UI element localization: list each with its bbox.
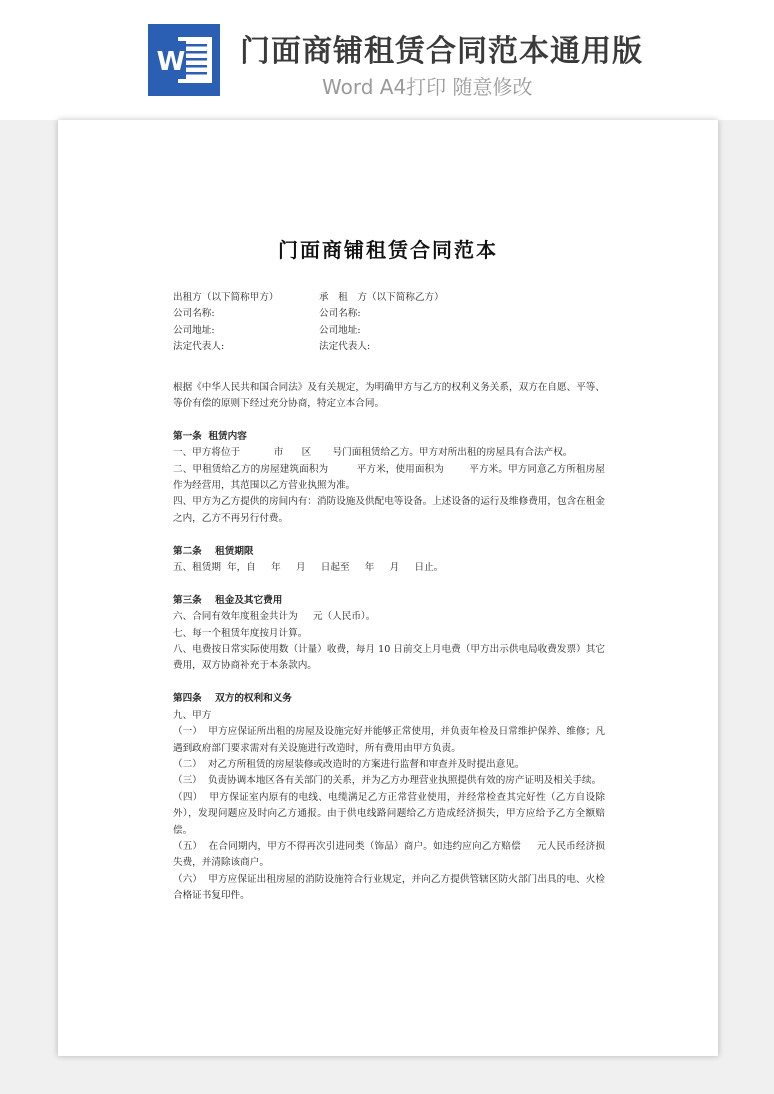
article1-heading: 第一条 租赁内容 [173, 430, 247, 442]
article3-heading: 第三条 租金及其它费用 [173, 594, 283, 606]
article4-item: （一） 甲方应保证所出租的房屋及设施完好并能够正常使用，并负责年检及日常维护保养、维修；凡遇到政府部门要求需对有关设施进行改造时，所有费用由甲方负责。 [173, 726, 605, 754]
article2-p1: 五、租赁期 年，自 年 月 日起至 年 月 日止。 [173, 562, 444, 574]
banner-subtitle: Word A4打印 随意修改 [322, 75, 533, 99]
document-title: 门面商铺租赁合同范本 [278, 238, 498, 262]
rep-a: 法定代表人: [173, 341, 225, 353]
article4-item: （四） 甲方保证室内原有的电线、电缆满足乙方正常营业使用，并经常检查其完好性（乙方自设除外），发现问题应及时向乙方通报。由于供电线路问题给乙方造成经济损失，甲方应给予乙方全额赔偿。 [173, 791, 605, 836]
article2-heading: 第二条 租赁期限 [173, 545, 254, 557]
article1-p2: 二、甲租赁给乙方的房屋建筑面积为 平方米，使用面积为 平方米。甲方同意乙方所租房屋作为经营用，其范围以乙方营业执照为准。 [173, 463, 605, 492]
article4-p0: 九、甲方 [173, 709, 212, 721]
preamble: 根据《中华人民共和国合同法》及有关规定，为明确甲方与乙方的权利义务关系，双方在自愿、平等、等价有偿的原则下经过充分协商，特定立本合同。 [173, 381, 605, 410]
article1-p1: 一、甲方将位于 市 区 号门面租赁给乙方。甲方对所出租的房屋具有合法产权。 [173, 447, 573, 459]
article4-item: （三） 负责协调本地区各有关部门的关系，并为乙方办理营业执照提供有效的房产证明及相关手续。 [173, 775, 602, 787]
word-icon [148, 24, 220, 96]
article4-item: （五） 在合同期内，甲方不得再次引进同类（饰品）商户。如违约应向乙方赔偿 元人民币经济损失费，并清除该商户。 [173, 840, 605, 869]
company-name-a: 公司名称: [173, 308, 215, 320]
article4-item: （二） 对乙方所租赁的房屋装修或改造时的方案进行监督和审查并及时提出意见。 [173, 758, 525, 770]
parties-block [173, 290, 605, 356]
landlord-label: 出租方（以下简称甲方） [173, 292, 279, 303]
document-page [58, 120, 718, 1056]
banner-title: 门面商铺租赁合同范本通用版 [240, 34, 643, 69]
article3-p2: 七、每一个租赁年度按月计算。 [173, 627, 308, 639]
address-a: 公司地址: [173, 324, 215, 336]
article4-item: （六） 甲方应保证出租房屋的消防设施符合行业规定，并向乙方提供管辖区防火部门出具的电、火检合格证书复印件。 [173, 873, 605, 902]
article3-p1: 六、合同有效年度租金共计为 元（人民币）。 [173, 611, 376, 623]
tenant-label: 承 租 方（以下简称乙方） [319, 292, 444, 303]
address-b: 公司地址: [319, 324, 361, 336]
company-name-b: 公司名称: [319, 308, 361, 320]
document-body [173, 290, 605, 905]
article1-p3: 四、甲方为乙方提供的房间内有：消防设施及供配电等设备。上述设备的运行及维修费用，包含在租金之内，乙方不再另行付费。 [173, 496, 605, 524]
header-banner [0, 0, 774, 120]
article3-p3: 八、电费按日常实际使用数（计量）收费，每月 10 日前交上月电费（甲方出示供电局收费发票）其它费用，双方协商补充于本条款内。 [173, 644, 605, 672]
article4-heading: 第四条 双方的权利和义务 [173, 693, 292, 705]
word-icon-letter: W [156, 47, 186, 77]
rep-b: 法定代表人: [319, 341, 371, 353]
